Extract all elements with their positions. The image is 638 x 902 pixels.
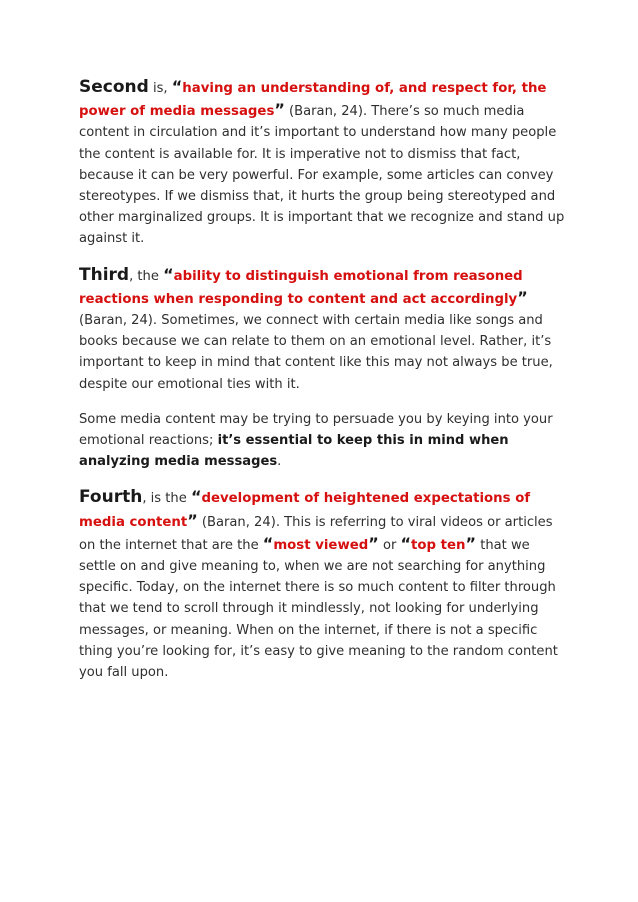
quoted-phrase-most-viewed: most viewed [273, 537, 369, 553]
lead-word: Second [79, 77, 149, 97]
paragraph-third [79, 264, 565, 395]
body-text: that we settle on and give meaning to, when we are not searching for anything specific. Today, on the internet there is so much content to filter through that we tend to scroll through it mindlessly, not looking for underlying messages, or meaning. When on the internet, if there is not a specific thing you’re looking for, it’s easy to give meaning to the random content you fall upon. [79, 537, 558, 681]
body-text: (Baran, 24). Sometimes, we connect with certain media like songs and books because we can relate to them on an emotional level. Rather, it’s important to keep in mind that content like this may not always be true, despite our emotional ties with it. [79, 313, 553, 392]
body-text: . [277, 454, 282, 470]
quote-mark-open: “ [190, 487, 202, 507]
quote-mark-close: ” [465, 533, 477, 553]
body-text: Some media content may be trying to persuade you by keying into your emotional reactions; [79, 411, 553, 449]
quote-mark-close: ” [368, 533, 379, 553]
quoted-phrase-top-ten: top ten [411, 537, 466, 553]
body-text: or [378, 537, 401, 553]
quote-mark-close: ” [274, 100, 285, 120]
paragraph-fourth [79, 486, 565, 683]
body-text: , is the [142, 491, 191, 507]
quote-mark-open: “ [262, 533, 274, 553]
document-body [79, 76, 565, 697]
paragraph-second [79, 76, 565, 250]
body-text: is, [148, 81, 172, 96]
lead-word: Fourth [79, 487, 143, 508]
body-text: (Baran, 24). This is referring to viral videos or articles on the internet that are the [79, 514, 553, 553]
lead-word: Third [79, 264, 130, 285]
body-text: , the [129, 268, 164, 284]
body-text: (Baran, 24). There’s so much media content in circulation and it’s important to understand how many people the content is available for. It is imperative not to dismiss that fact, because it can be very powerful. For example, some articles can convey stereotypes. If we dismiss that, it hurts the group being stereotyped and other marginalized groups. It is important that we recognize and stand up against it. [79, 104, 565, 247]
quoted-phrase: development of heightened expectations of media content [79, 491, 531, 530]
quote-mark-close: ” [517, 287, 528, 307]
paragraph-persuade [79, 409, 565, 473]
quote-mark-open: “ [163, 264, 174, 284]
quote-mark-open: “ [171, 77, 183, 96]
quoted-phrase: ability to distinguish emotional from reasoned reactions when responding to content and act accordingly [79, 268, 523, 307]
quoted-phrase: having an understanding of, and respect for, the power of media messages [79, 81, 547, 120]
quote-mark-close: ” [187, 510, 198, 530]
quote-mark-open: “ [400, 533, 412, 553]
bold-phrase: it’s essential to keep this in mind when analyzing media messages [79, 433, 509, 470]
